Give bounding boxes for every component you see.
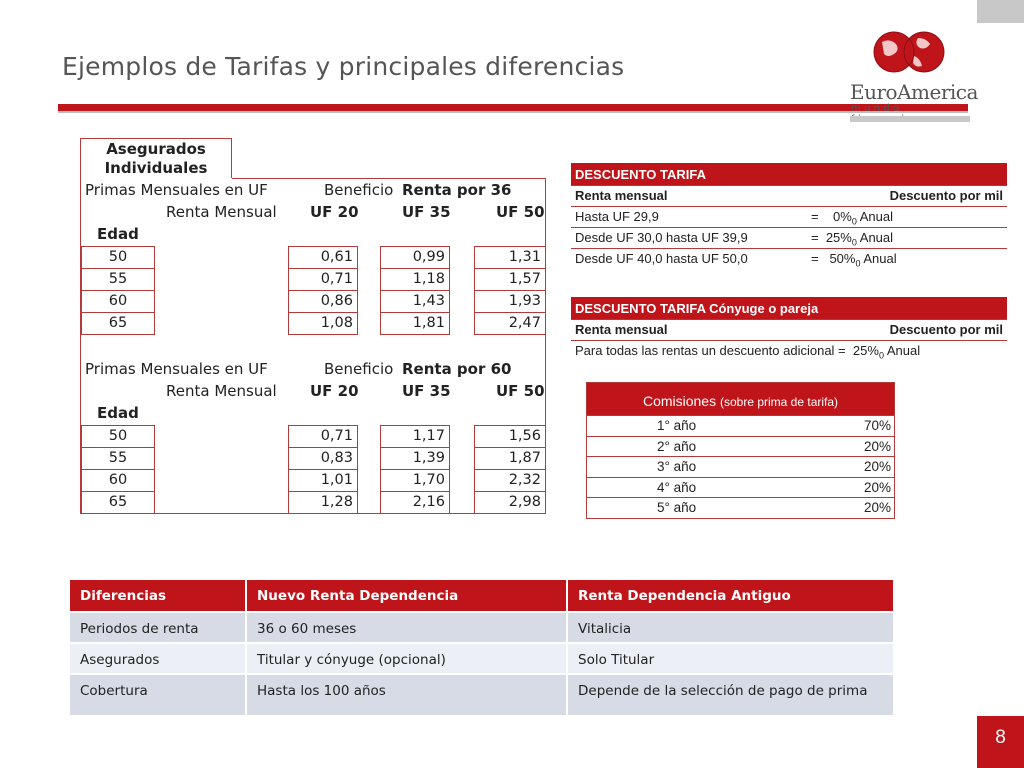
descuento-row: Hasta UF 29,9 = $0\%_0$ Anual (571, 206, 1007, 227)
rate-cell: 1,31 (474, 246, 546, 269)
col-uf50: UF 50 (496, 382, 545, 400)
rate-cell: 1,43 (380, 290, 450, 313)
descuento-row: Desde UF 40,0 hasta UF 50,0 = $50\%_0$ Anual (571, 248, 1007, 269)
logo-tagline: mundo (851, 103, 903, 114)
title-underline-shadow (58, 111, 968, 113)
diferencias-row: Asegurados Titular y cónyuge (opcional) Solo Titular (70, 642, 893, 673)
rate-cell: 1,57 (474, 268, 546, 291)
age-cell: 65 (81, 312, 155, 335)
beneficio-label: Beneficio (324, 181, 394, 199)
comisiones-table (586, 382, 895, 519)
descuento-header-row: Renta mensual Descuento por mil (571, 185, 1007, 206)
edad-label: Edad (97, 404, 139, 422)
age-cell: 60 (81, 469, 155, 492)
rate-cell: 1,01 (288, 469, 358, 492)
col-uf35: UF 35 (402, 203, 451, 221)
rate-cell: 1,18 (380, 268, 450, 291)
rate-cell: 1,08 (288, 312, 358, 335)
diferencias-header-row: Diferencias Nuevo Renta Dependencia Renta Dependencia Antiguo (70, 580, 893, 611)
descuento-table (571, 163, 1007, 269)
beneficio-label: Beneficio (324, 360, 394, 378)
descuento-title: DESCUENTO TARIFA (571, 163, 1007, 185)
primas-label: Primas Mensuales en UF (85, 360, 268, 378)
comisiones-row: 1° año 70% (587, 415, 894, 436)
rate-cell: 1,93 (474, 290, 546, 313)
rate-cell: 0,83 (288, 447, 358, 470)
edad-label: Edad (97, 225, 139, 243)
rate-cell: 0,86 (288, 290, 358, 313)
diferencias-row: Periodos de renta 36 o 60 meses Vitalicia (70, 611, 893, 642)
rate-cell: 1,28 (288, 491, 358, 514)
page-number: 8 (977, 716, 1024, 768)
comisiones-row: 4° año 20% (587, 477, 894, 498)
rate-cell: 1,87 (474, 447, 546, 470)
rate-cell: 0,71 (288, 268, 358, 291)
descuento-row: Desde UF 30,0 hasta UF 39,9 = $25\%_0$ Anual (571, 227, 1007, 248)
renta-por-label: Renta por 36 (402, 181, 512, 199)
renta-mensual-label: Renta Mensual (166, 382, 277, 400)
comisiones-row: 3° año 20% (587, 456, 894, 477)
rate-cell: 0,99 (380, 246, 450, 269)
rates-header: Asegurados Individuales (80, 138, 232, 178)
euroamerica-logo (848, 30, 978, 125)
col-uf35: UF 35 (402, 382, 451, 400)
descuento-conyuge-row: Para todas las rentas un descuento adicional = $25\%_0$ Anual (571, 340, 1007, 361)
rate-cell: 1,56 (474, 425, 546, 448)
rate-cell: 0,61 (288, 246, 358, 269)
logo-strip (850, 116, 970, 122)
age-cell: 55 (81, 268, 155, 291)
primas-label: Primas Mensuales en UF (85, 181, 268, 199)
globe-logo-icon (848, 30, 973, 80)
descuento-conyuge-table (571, 297, 1007, 361)
rate-cell: 2,98 (474, 491, 546, 514)
rates-table (80, 138, 546, 514)
renta-mensual-label: Renta Mensual (166, 203, 277, 221)
col-uf20: UF 20 (310, 203, 359, 221)
descuento-conyuge-header-row: Renta mensual Descuento por mil (571, 319, 1007, 340)
renta-por-label: Renta por 60 (402, 360, 512, 378)
rate-cell: 2,47 (474, 312, 546, 335)
comisiones-row: 2° año 20% (587, 436, 894, 457)
rate-cell: 2,32 (474, 469, 546, 492)
descuento-conyuge-title: DESCUENTO TARIFA Cónyuge o pareja (571, 297, 1007, 319)
rate-cell: 1,70 (380, 469, 450, 492)
rate-cell: 2,16 (380, 491, 450, 514)
age-cell: 50 (81, 246, 155, 269)
age-cell: 55 (81, 447, 155, 470)
rate-cell: 1,81 (380, 312, 450, 335)
rate-cell: 1,17 (380, 425, 450, 448)
col-uf50: UF 50 (496, 203, 545, 221)
corner-decoration (977, 0, 1024, 23)
age-cell: 60 (81, 290, 155, 313)
logo-brand: EuroAmerica (850, 80, 978, 104)
page-title: Ejemplos de Tarifas y principales diferencias (62, 52, 625, 81)
comisiones-row: 5° año 20% (587, 497, 894, 518)
col-uf20: UF 20 (310, 382, 359, 400)
diferencias-row: Cobertura Hasta los 100 años Depende de la selección de pago de prima (70, 673, 893, 715)
age-cell: 50 (81, 425, 155, 448)
comisiones-title: Comisiones (sobre prima de tarifa) (587, 383, 894, 415)
age-cell: 65 (81, 491, 155, 514)
diferencias-table (70, 580, 893, 715)
rate-cell: 0,71 (288, 425, 358, 448)
rate-cell: 1,39 (380, 447, 450, 470)
title-underline (58, 104, 968, 111)
